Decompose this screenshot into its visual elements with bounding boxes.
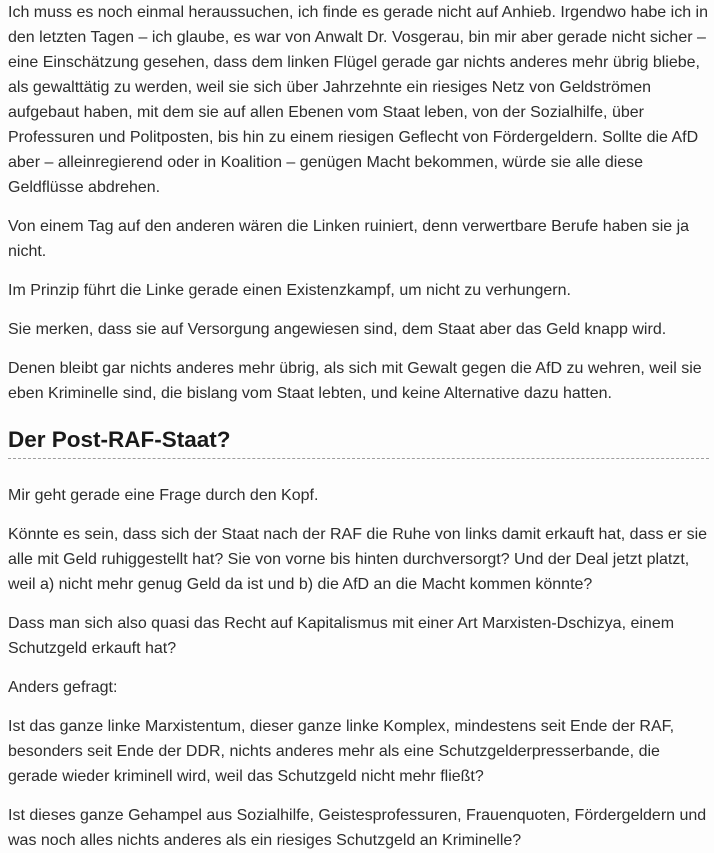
paragraph: Mir geht gerade eine Frage durch den Kopf. — [8, 487, 319, 504]
paragraph: Könnte es sein, dass sich der Staat nach der RAF die Ruhe von links damit erkauft hat, dass er sie alle mit Geld ruhiggestellt hat? Sie von vorne bis hinten durchversorgt? Und der Deal jetzt platzt, weil a) nicht mehr genug Geld da ist und b) die AfD an die Macht kommen könnte? — [8, 526, 708, 593]
paragraph: Von einem Tag auf den anderen wären die Linken ruiniert, denn verwertbare Berufe haben sie ja nicht. — [8, 218, 690, 260]
paragraph: Ist das ganze linke Marxistentum, dieser ganze linke Komplex, mindestens seit Ende der RAF, besonders seit Ende der DDR, nichts anderes mehr als eine Schutzgelderpresserbande, die gerade wieder kriminell wird, weil das Schutzgeld nicht mehr fließt? — [8, 718, 675, 785]
paragraph: Sie merken, dass sie auf Versorgung angewiesen sind, dem Staat aber das Geld knapp wird. — [8, 321, 667, 338]
paragraph: Dass man sich also quasi das Recht auf Kapitalismus mit einer Art Marxisten-Dschizya, einem Schutzgeld erkauft hat? — [8, 615, 675, 657]
section-heading: Der Post-RAF-Staat? — [8, 426, 709, 459]
paragraph: Im Prinzip führt die Linke gerade einen Existenzkampf, um nicht zu verhungern. — [8, 282, 571, 299]
paragraph: Denen bleibt gar nichts anderes mehr übrig, als sich mit Gewalt gegen die AfD zu wehren, weil sie eben Kriminelle sind, die bislang vom Staat lebten, und keine Alternative dazu hatten. — [8, 360, 702, 402]
paragraph: Ich muss es noch einmal heraussuchen, ich finde es gerade nicht auf Anhieb. Irgendwo habe ich in den letzten Tagen – ich glaube, es war von Anwalt Dr. Vosgerau, bin mir aber gerade nicht sicher – eine Einschätzung gesehen, dass dem linken Flügel gerade gar nichts anderes mehr übrig bliebe, als gewalttätig zu werden, weil sie sich über Jahrzehnte ein riesiges Netz von Geldströmen aufgebaut haben, mit dem sie auf allen Ebenen vom Staat leben, von der Sozialhilfe, über Professuren und Politposten, bis hin zu einem riesigen Geflecht von Fördergeldern. Sollte die AfD aber – alleinregierend oder in Koalition – genügen Macht bekommen, würde sie alle diese Geldflüsse abdrehen. — [8, 4, 708, 196]
paragraph: Anders gefragt: — [8, 679, 118, 696]
paragraph: Ist dieses ganze Gehampel aus Sozialhilfe, Geistesprofessuren, Frauenquoten, Fördergeldern und was noch alles nichts anderes als ein riesiges Schutzgeld an Kriminelle? — [8, 807, 707, 849]
